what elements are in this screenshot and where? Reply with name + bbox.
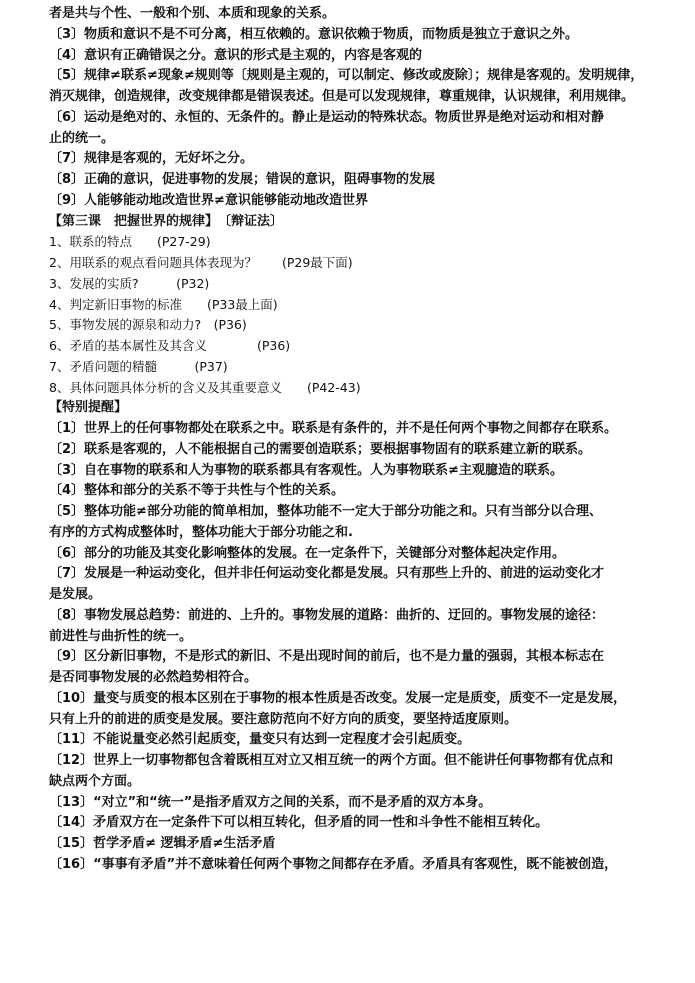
question-item: 2、用联系的观点看问题具体表现为？ (P29最下面) [49, 255, 353, 270]
text-line: 〔3〕物质和意识不是不可分离，相互依赖的。意识依赖于物质，而物质是独立于意识之外。 [49, 26, 579, 42]
text-line: 有序的方式构成整体时，整体功能大于部分功能之和. [49, 524, 353, 540]
text-line: 缺点两个方面。 [49, 773, 141, 789]
text-line: 者是共与个性、一般和个别、本质和现象的关系。 [49, 6, 336, 21]
text-line: 〔6〕部分的功能及其变化影响整体的发展。在一定条件下，关键部分对整体起决定作用。 [49, 545, 566, 561]
text-line: 〔16〕“事事有矛盾”并不意味着任何两个事物之间都存在矛盾。矛盾具有客观性，既不能被创造， [49, 856, 618, 872]
text-line: 〔8〕事物发展总趋势：前进的、上升的。事物发展的道路：曲折的、迂回的。事物发展的途径： [49, 607, 605, 623]
question-item: 8、具体问题具体分析的含义及其重要意义 (P42-43) [49, 379, 361, 395]
text-line: 消灭规律，创造规律，改变规律都是错误表述。但是可以发现规律，尊重规律，认识规律，利用规律。 [49, 89, 635, 104]
text-line: 〔7〕规律是客观的，无好坏之分。 [49, 151, 254, 167]
text-line: 〔14〕矛盾双方在一定条件下可以相互转化，但矛盾的同一性和斗争性不能相互转化。 [49, 815, 549, 831]
text-line: 〔5〕规律≠联系≠现象≠规则等〔规则是主观的，可以制定、修改或废除〕；规律是客观的。发明规律， [49, 68, 644, 84]
question-item: 3、发展的实质? (P32) [49, 275, 210, 291]
text-line: 〔4〕整体和部分的关系不等于共性与个性的关系。 [49, 483, 345, 499]
text-line: 〔2〕联系是客观的，人不能根据自己的需要创造联系；要根据事物固有的联系建立新的联系。 [49, 441, 592, 457]
text-line: 〔13〕“对立”和“统一”是指矛盾双方之间的关系，而不是矛盾的双方本身。 [49, 794, 492, 810]
question-item: 4、判定新旧事物的标准 (P33最上面) [49, 296, 278, 312]
text-line: 〔9〕区分新旧事物，不是形式的新旧、不是出现时间的前后，也不是力量的强弱，其根本标志在 [49, 649, 605, 665]
question-item: 6、矛盾的基本属性及其含义 (P36) [49, 338, 291, 353]
text-line: 〔7〕发展是一种运动变化，但并非任何运动变化都是发展。只有那些上升的、前进的运动变化才 [49, 566, 605, 582]
text-line: 是否同事物发展的必然趋势相符合。 [49, 670, 258, 685]
text-line: 〔12〕世界上一切事物都包含着既相互对立又相互统一的两个方面。但不能讲任何事物都有优点和 [49, 753, 614, 768]
text-line: 只有上升的前进的质变是发展。要注意防范向不好方向的质变，要坚持适度原则。 [49, 711, 518, 727]
text-line: 止的统一。 [49, 130, 115, 146]
text-line: 〔9〕人能够能动地改造世界≠意识能够能动地改造世界 [49, 192, 368, 208]
text-line: 〔11〕不能说量变必然引起质变，量变只有达到一定程度才会引起质变。 [49, 732, 471, 748]
text-line: 〔6〕运动是绝对的、永恒的、无条件的。静止是运动的特殊状态。物质世界是绝对运动和相对静 [49, 109, 605, 125]
text-line: 〔5〕整体功能≠部分功能的简单相加，整体功能不一定大于部分功能之和。只有当部分以合理、 [49, 504, 602, 519]
question-item: 7、矛盾问题的精髓 (P37) [49, 358, 228, 374]
text-line: 〔15〕哲学矛盾≠ 逻辑矛盾≠生活矛盾 [49, 836, 276, 851]
text-line: 前进性与曲折性的统一。 [49, 628, 193, 644]
text-line: 〔10〕量变与质变的根本区别在于事物的根本性质是否改变。发展一定是质变，质变不一定是发展， [49, 690, 627, 706]
question-item: 1、联系的特点 (P27-29) [49, 234, 211, 250]
text-line: 〔8〕正确的意识，促进事物的发展；错误的意识，阻碍事物的发展 [49, 172, 436, 187]
section-heading: 【特别提醒】 [49, 400, 128, 416]
section-heading: 【第三课 把握世界的规律】 〔辩证法〕 [49, 213, 284, 229]
question-item: 5、事物发展的源泉和动力? (P36) [49, 317, 247, 333]
text-line: 〔3〕自在事物的联系和人为事物的联系都具有客观性。人为事物联系≠主观臆造的联系。 [49, 462, 563, 478]
text-line: 是发展。 [49, 587, 102, 602]
text-line: 〔1〕世界上的任何事物都处在联系之中。联系是有条件的，并不是任何两个事物之间都存在联系。 [49, 421, 618, 436]
text-line: 〔4〕意识有正确错误之分。意识的形式是主观的，内容是客观的 [49, 47, 423, 63]
